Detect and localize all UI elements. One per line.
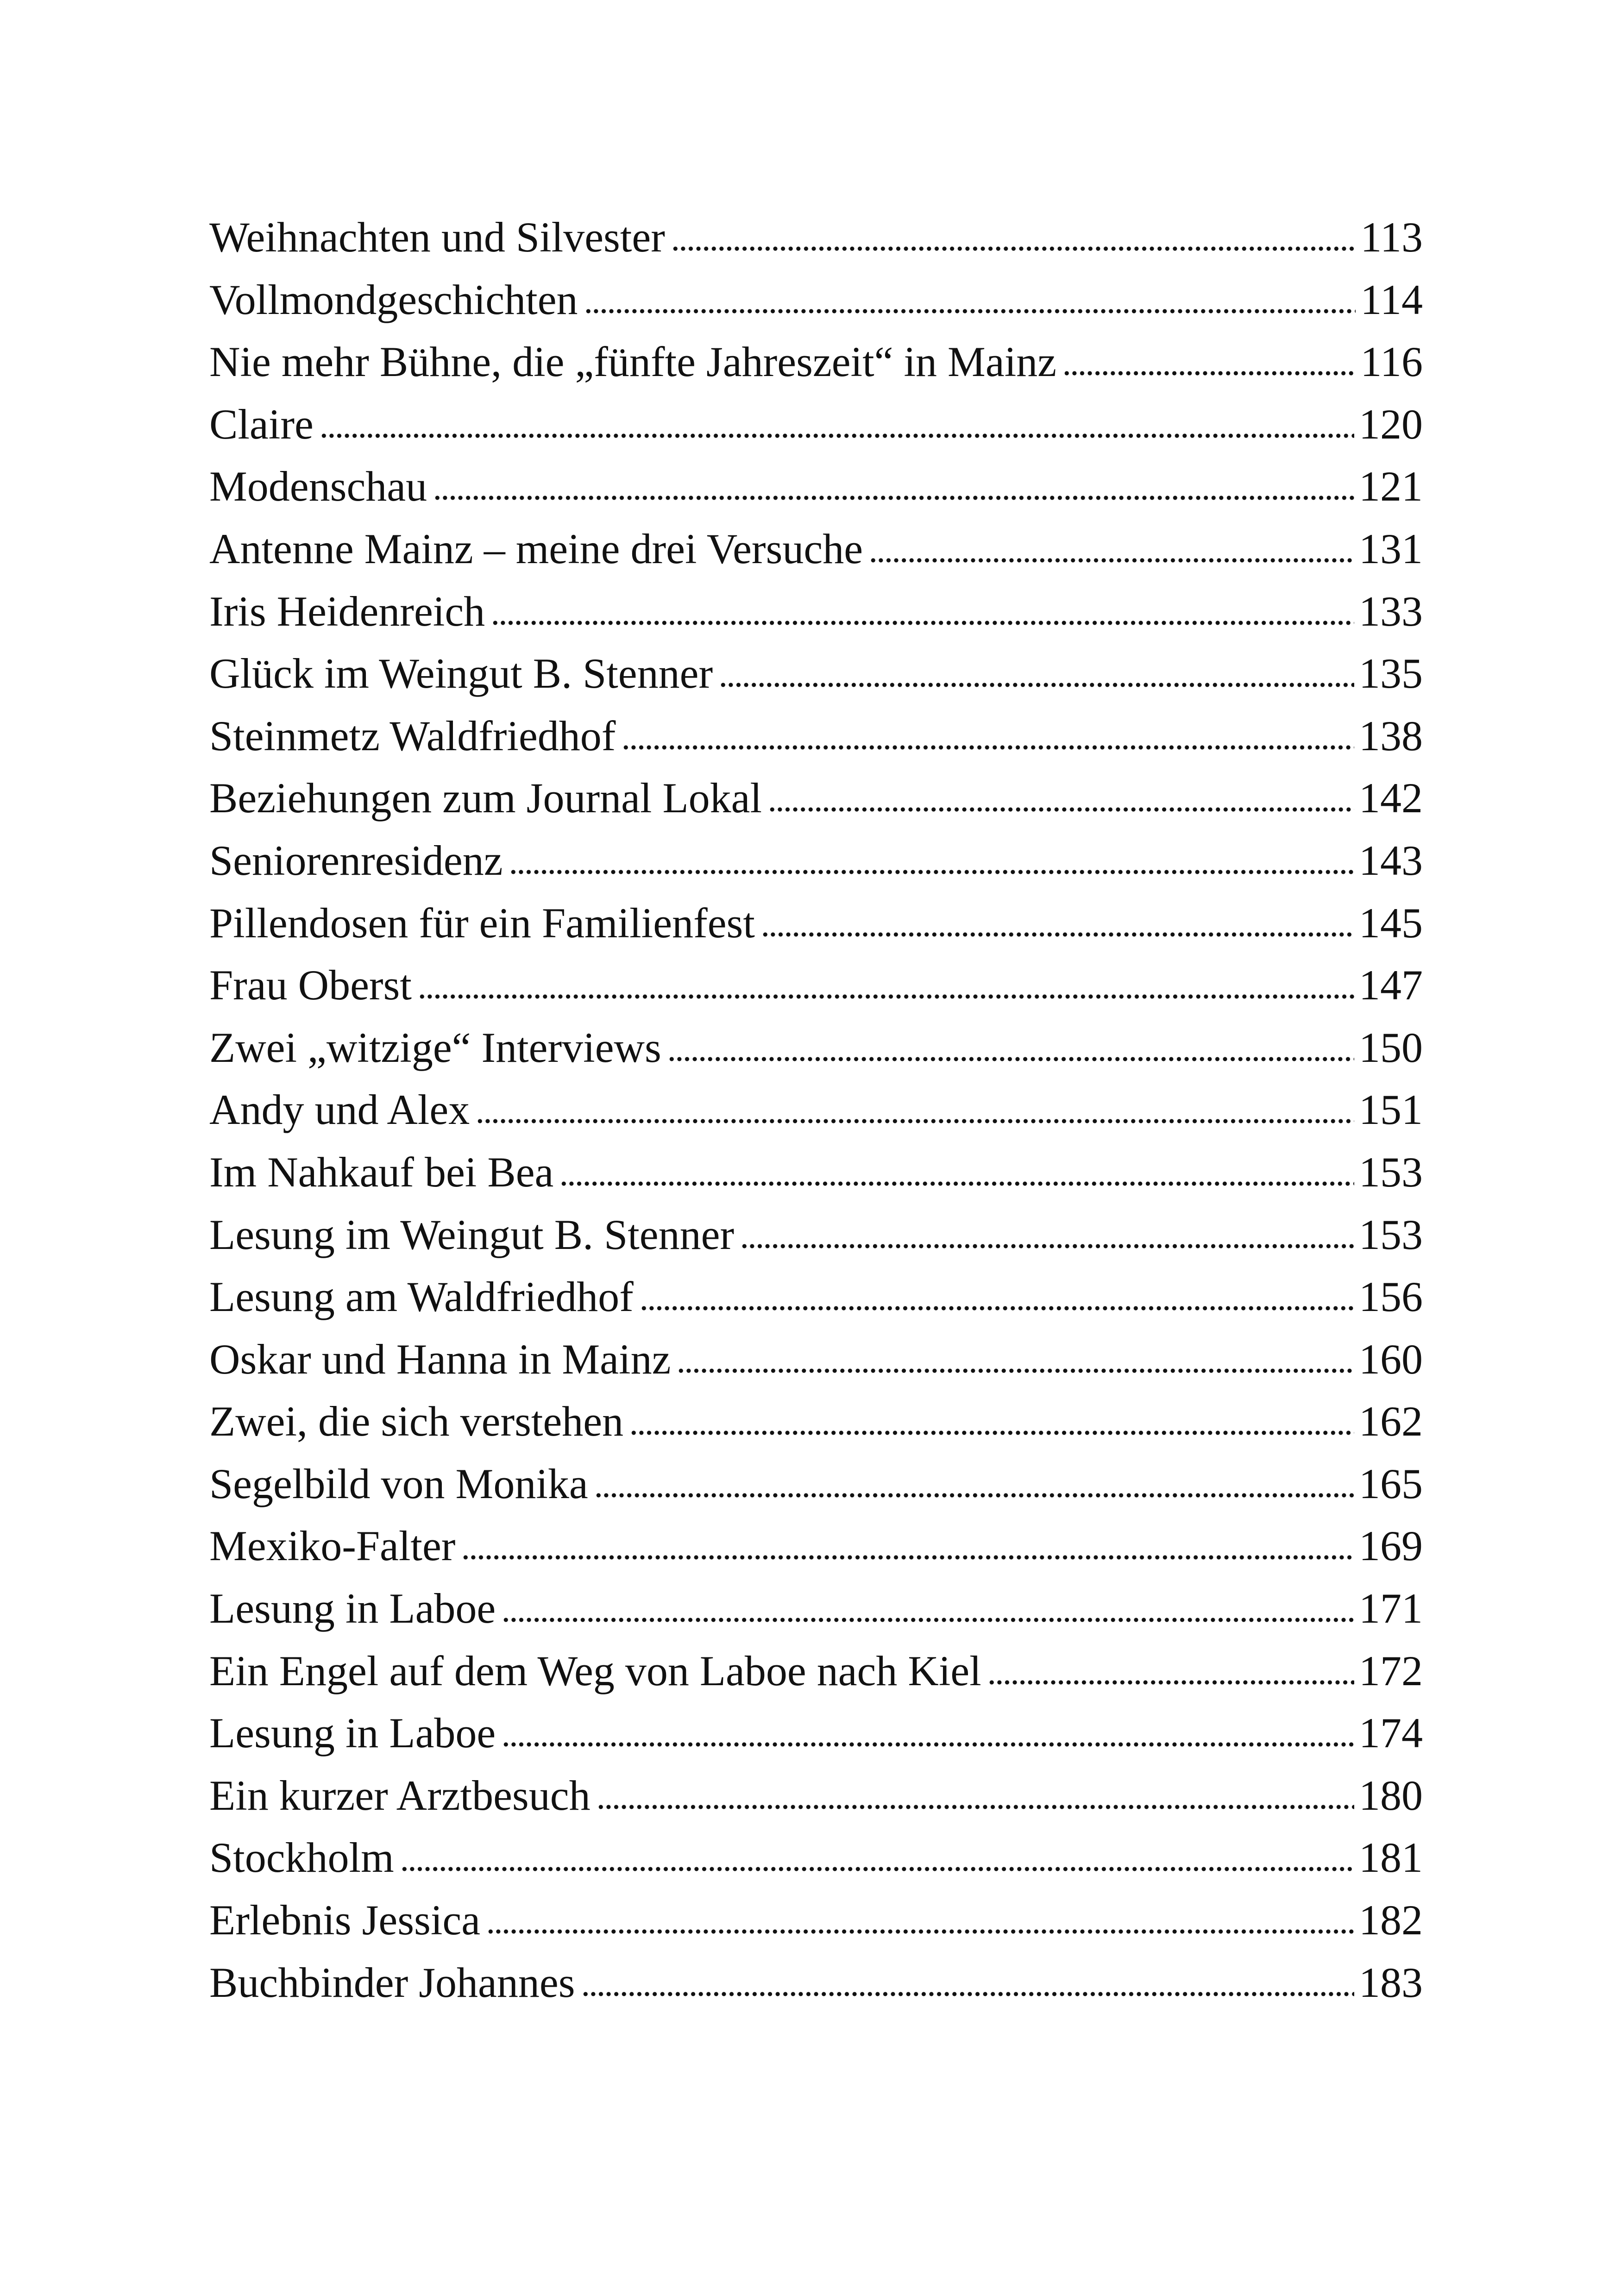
toc-entry	[209, 1141, 1423, 1204]
toc-entry-page: 113	[1360, 213, 1423, 261]
toc-entry-page: 183	[1359, 1958, 1423, 2006]
toc-entry-title: Erlebnis Jessica	[209, 1896, 481, 1944]
toc-entry	[209, 1016, 1423, 1079]
toc-entry	[209, 1826, 1423, 1889]
toc-entry	[209, 1204, 1423, 1266]
toc-entry	[209, 1079, 1423, 1141]
toc-entry-page: 181	[1359, 1834, 1423, 1882]
toc-entry-title: Zwei „witzige“ Interviews	[209, 1023, 661, 1071]
toc-entry-title: Beziehungen zum Journal Lokal	[209, 774, 762, 822]
toc-entry-title: Seniorenresidenz	[209, 836, 503, 884]
toc-entry-title: Iris Heidenreich	[209, 587, 485, 635]
toc-entry-page: 174	[1359, 1709, 1423, 1757]
toc-entry	[209, 1515, 1423, 1577]
toc-entry-title: Lesung am Waldfriedhof	[209, 1273, 634, 1321]
toc-entry-page: 133	[1359, 587, 1423, 635]
dot-leader	[1063, 370, 1356, 376]
toc-entry	[209, 642, 1423, 705]
toc-entry-title: Lesung in Laboe	[209, 1709, 496, 1757]
dot-leader	[741, 1243, 1354, 1249]
toc-entry-page: 147	[1359, 961, 1423, 1009]
toc-entry-page: 116	[1360, 338, 1423, 386]
toc-entry-page: 182	[1359, 1896, 1423, 1944]
toc-entry	[209, 954, 1423, 1016]
toc-entry-page: 114	[1360, 276, 1423, 323]
toc-entry-title: Ein Engel auf dem Weg von Laboe nach Kiel	[209, 1647, 981, 1694]
toc-entry-page: 172	[1359, 1647, 1423, 1694]
dot-leader	[487, 1929, 1354, 1934]
toc-entry-page: 121	[1359, 463, 1423, 510]
toc-entry-title: Zwei, die sich verstehen	[209, 1398, 624, 1445]
toc-entry	[209, 269, 1423, 331]
toc-entry-page: 131	[1359, 525, 1423, 572]
toc-entry-title: Modenschau	[209, 463, 427, 510]
dot-leader	[491, 620, 1354, 626]
toc-entry-page: 180	[1359, 1771, 1423, 1819]
dot-leader	[502, 1617, 1354, 1623]
toc-entry	[209, 1390, 1423, 1453]
toc-entry-title: Weihnachten und Silvester	[209, 213, 665, 261]
toc-entry-title: Nie mehr Bühne, die „fünfte Jahreszeit“ in Mainz	[209, 338, 1057, 386]
toc-entry	[209, 829, 1423, 892]
toc-entry-title: Im Nahkauf bei Bea	[209, 1148, 554, 1196]
toc-entry-title: Lesung im Weingut B. Stenner	[209, 1211, 735, 1258]
toc-entry-page: 151	[1359, 1086, 1423, 1134]
dot-leader	[401, 1866, 1354, 1872]
dot-leader	[462, 1555, 1354, 1560]
toc-entry-title: Oskar und Hanna in Mainz	[209, 1335, 671, 1383]
toc-entry	[209, 1951, 1423, 2014]
dot-leader	[677, 1368, 1354, 1374]
toc-entry-title: Vollmondgeschichten	[209, 276, 578, 323]
toc-entry	[209, 1577, 1423, 1640]
dot-leader	[668, 1056, 1354, 1062]
dot-leader	[719, 682, 1354, 688]
toc-entry-page: 169	[1359, 1522, 1423, 1570]
toc-entry-title: Segelbild von Monika	[209, 1460, 588, 1507]
dot-leader	[595, 1493, 1354, 1498]
toc-entry	[209, 1266, 1423, 1328]
toc-entry	[209, 892, 1423, 954]
toc-entry-title: Steinmetz Waldfriedhof	[209, 712, 616, 759]
dot-leader	[584, 308, 1356, 314]
dot-leader	[502, 1742, 1354, 1747]
toc-entry-title: Lesung in Laboe	[209, 1585, 496, 1632]
toc-entry-title: Pillendosen für ein Familienfest	[209, 899, 755, 947]
toc-entry	[209, 1328, 1423, 1391]
toc-entry	[209, 518, 1423, 580]
toc-entry	[209, 206, 1423, 269]
dot-leader	[582, 1991, 1354, 1997]
toc-entry	[209, 1764, 1423, 1827]
toc-entry	[209, 393, 1423, 456]
toc-entry-title: Antenne Mainz – meine drei Versuche	[209, 525, 863, 572]
toc-entry-title: Claire	[209, 400, 314, 448]
toc-entry-title: Frau Oberst	[209, 961, 412, 1009]
dot-leader	[768, 807, 1354, 812]
toc-entry	[209, 455, 1423, 518]
toc-entry	[209, 1889, 1423, 1951]
toc-entry-page: 143	[1359, 836, 1423, 884]
dot-leader	[597, 1804, 1354, 1810]
dot-leader	[509, 869, 1354, 875]
toc-entry-page: 120	[1359, 400, 1423, 448]
toc-entry-page: 150	[1359, 1023, 1423, 1071]
dot-leader	[560, 1181, 1354, 1186]
dot-leader	[988, 1680, 1354, 1685]
table-of-contents	[209, 206, 1423, 2014]
toc-entry	[209, 767, 1423, 829]
toc-entry	[209, 1453, 1423, 1515]
toc-entry-title: Glück im Weingut B. Stenner	[209, 650, 713, 697]
toc-entry-page: 156	[1359, 1273, 1423, 1321]
toc-entry	[209, 331, 1423, 393]
toc-entry-title: Buchbinder Johannes	[209, 1958, 575, 2006]
toc-entry-page: 153	[1359, 1148, 1423, 1196]
dot-leader	[622, 745, 1354, 750]
dot-leader	[630, 1430, 1354, 1436]
toc-entry-page: 138	[1359, 712, 1423, 759]
toc-entry-title: Mexiko-Falter	[209, 1522, 456, 1570]
dot-leader	[672, 246, 1356, 251]
toc-entry-page: 153	[1359, 1211, 1423, 1258]
toc-entry-page: 135	[1359, 650, 1423, 697]
toc-entry	[209, 580, 1423, 643]
toc-entry	[209, 1640, 1423, 1702]
dot-leader	[434, 495, 1354, 501]
toc-entry-page: 171	[1359, 1585, 1423, 1632]
dot-leader	[869, 558, 1354, 563]
toc-entry	[209, 705, 1423, 767]
dot-leader	[761, 932, 1354, 937]
toc-entry-title: Stockholm	[209, 1834, 394, 1882]
toc-entry-page: 165	[1359, 1460, 1423, 1507]
toc-entry-title: Ein kurzer Arztbesuch	[209, 1771, 591, 1819]
toc-entry	[209, 1702, 1423, 1764]
dot-leader	[418, 994, 1354, 999]
dot-leader	[476, 1118, 1354, 1124]
toc-entry-title: Andy und Alex	[209, 1086, 470, 1134]
toc-entry-page: 142	[1359, 774, 1423, 822]
toc-entry-page: 160	[1359, 1335, 1423, 1383]
toc-entry-page: 145	[1359, 899, 1423, 947]
dot-leader	[320, 433, 1354, 439]
dot-leader	[640, 1305, 1354, 1311]
toc-entry-page: 162	[1359, 1398, 1423, 1445]
